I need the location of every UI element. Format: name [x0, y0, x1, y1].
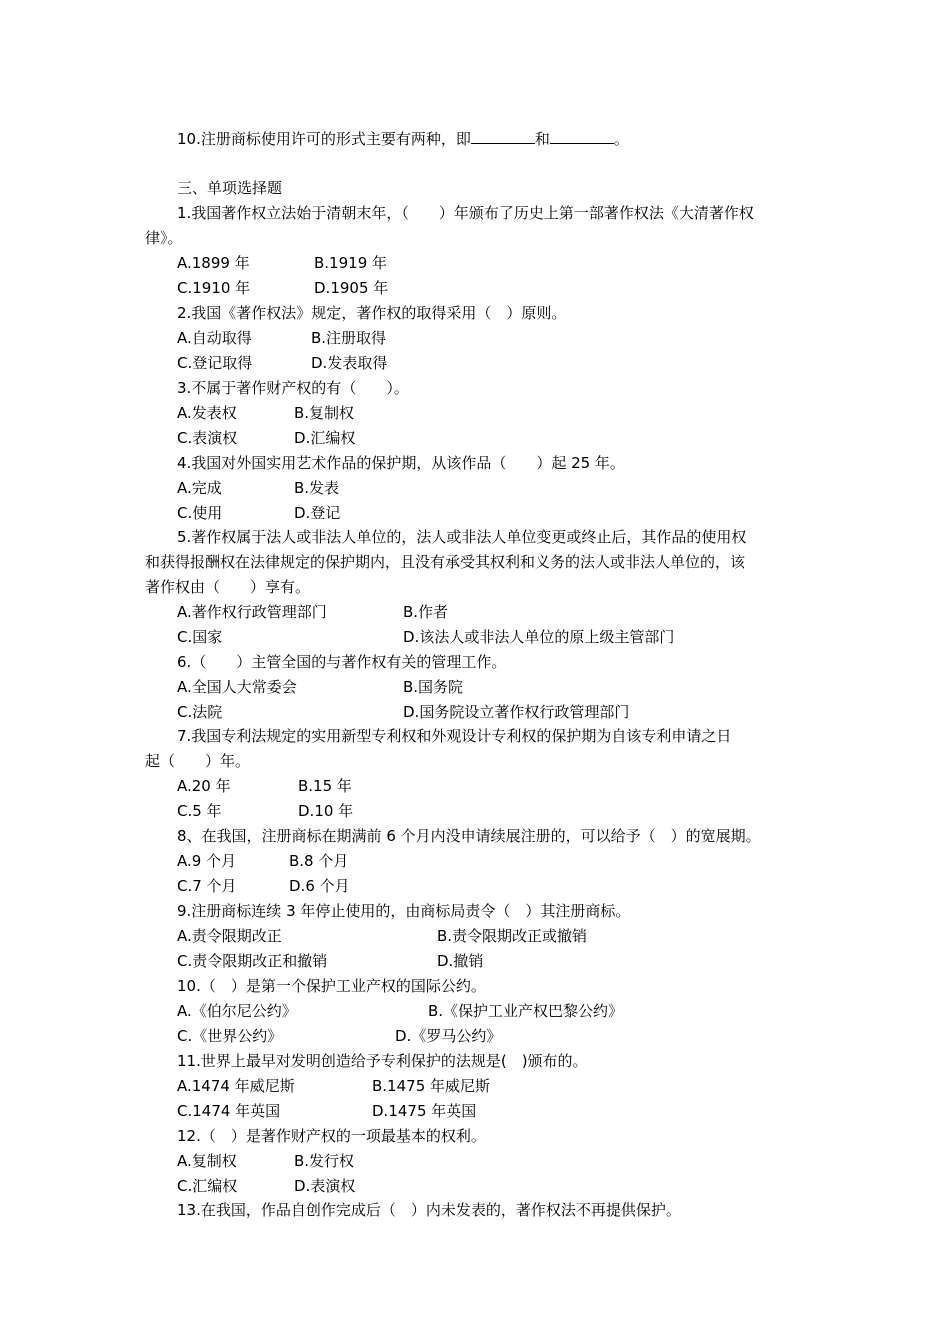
- question-5-stem-line-2: 和获得报酬权在法律规定的保护期内，且没有承受其权利和义务的法人或非法人单位的，该: [145, 553, 746, 571]
- question-1-option-c: C.1910 年: [177, 279, 251, 297]
- question-10-option-c: C.《世界公约》: [177, 1027, 283, 1045]
- fill-in-question-10-text: 10.注册商标使用许可的形式主要有两种，即: [177, 130, 471, 148]
- question-12-option-b: B.发行权: [294, 1152, 355, 1170]
- question-4-option-c: C.使用: [177, 504, 223, 522]
- question-2-stem: 2.我国《著作权法》规定，著作权的取得采用（ ）原则。: [177, 304, 567, 322]
- question-8-option-a: A.9 个月: [177, 852, 237, 870]
- question-8-option-b: B.8 个月: [289, 852, 349, 870]
- question-7-option-d: D.10 年: [298, 802, 354, 820]
- question-9-option-d: D.撤销: [437, 952, 484, 970]
- question-5-option-c: C.国家: [177, 628, 223, 646]
- question-4-option-d: D.登记: [294, 504, 341, 522]
- question-2-option-a: A.自动取得: [177, 329, 252, 347]
- question-3-option-a: A.发表权: [177, 404, 237, 422]
- question-4-stem: 4.我国对外国实用艺术作品的保护期，从该作品（ ）起 25 年。: [177, 454, 625, 472]
- question-9-stem: 9.注册商标连续 3 年停止使用的，由商标局责令（ ）其注册商标。: [177, 902, 631, 920]
- question-1-stem-line-1: 1.我国著作权立法始于清朝末年，（ ）年颁布了历史上第一部著作权法《大清著作权: [177, 204, 754, 222]
- question-12-option-d: D.表演权: [294, 1177, 356, 1195]
- question-2-option-c: C.登记取得: [177, 354, 253, 372]
- question-11-stem: 11.世界上最早对发明创造给予专利保护的法规是( )颁布的。: [177, 1052, 588, 1070]
- question-6-option-b: B.国务院: [403, 678, 464, 696]
- question-9-option-b: B.责令限期改正或撤销: [437, 927, 588, 945]
- question-13-stem: 13.在我国，作品自创作完成后（ ）内未发表的，著作权法不再提供保护。: [177, 1201, 681, 1219]
- question-1-stem-line-2: 律》。: [145, 229, 183, 247]
- question-1-option-b: B.1919 年: [314, 254, 388, 272]
- question-11-option-d: D.1475 年英国: [372, 1102, 477, 1120]
- question-5-option-d: D.该法人或非法人单位的原上级主管部门: [403, 628, 675, 646]
- answer-blank-2: [550, 128, 614, 144]
- question-3-option-d: D.汇编权: [294, 429, 356, 447]
- question-12-option-a: A.复制权: [177, 1152, 237, 1170]
- question-5-option-a: A.著作权行政管理部门: [177, 603, 327, 621]
- question-10-stem: 10.（ ）是第一个保护工业产权的国际公约。: [177, 977, 486, 995]
- question-2-option-b: B.注册取得: [311, 329, 387, 347]
- question-1-option-a: A.1899 年: [177, 254, 250, 272]
- question-10-option-a: A.《伯尔尼公约》: [177, 1002, 297, 1020]
- answer-blank-1: [471, 128, 535, 144]
- question-5-stem-line-3: 著作权由（ ）享有。: [145, 578, 311, 596]
- question-3-option-c: C.表演权: [177, 429, 238, 447]
- question-7-option-a: A.20 年: [177, 777, 231, 795]
- question-7-stem-line-2: 起（ ）年。: [145, 752, 251, 770]
- section-title: 三、单项选择题: [177, 179, 283, 197]
- question-6-option-a: A.全国人大常委会: [177, 678, 297, 696]
- question-10-option-b: B.《保护工业产权巴黎公约》: [428, 1002, 624, 1020]
- fill-in-question-10: [177, 128, 629, 149]
- fill-in-and: 和: [534, 130, 550, 148]
- question-3-stem: 3.不属于著作财产权的有（ ）。: [177, 379, 409, 397]
- question-2-option-d: D.发表取得: [311, 354, 388, 372]
- question-9-option-a: A.责令限期改正: [177, 927, 282, 945]
- question-4-option-a: A.完成: [177, 479, 222, 497]
- question-12-option-c: C.汇编权: [177, 1177, 238, 1195]
- question-6-option-c: C.法院: [177, 703, 223, 721]
- question-6-stem: 6.（ ）主管全国的与著作权有关的管理工作。: [177, 653, 507, 671]
- question-6-option-d: D.国务院设立著作权行政管理部门: [403, 703, 630, 721]
- question-7-option-c: C.5 年: [177, 802, 222, 820]
- fill-in-end: 。: [613, 130, 629, 148]
- question-1-option-d: D.1905 年: [314, 279, 389, 297]
- question-11-option-a: A.1474 年威尼斯: [177, 1077, 295, 1095]
- question-12-stem: 12.（ ）是著作财产权的一项最基本的权利。: [177, 1127, 486, 1145]
- question-11-option-b: B.1475 年威尼斯: [372, 1077, 491, 1095]
- question-5-option-b: B.作者: [403, 603, 449, 621]
- question-5-stem-line-1: 5.著作权属于法人或非法人单位的，法人或非法人单位变更或终止后，其作品的使用权: [177, 528, 747, 546]
- question-8-option-d: D.6 个月: [289, 877, 350, 895]
- question-3-option-b: B.复制权: [294, 404, 355, 422]
- question-4-option-b: B.发表: [294, 479, 340, 497]
- question-9-option-c: C.责令限期改正和撤销: [177, 952, 328, 970]
- question-7-stem-line-1: 7.我国专利法规定的实用新型专利权和外观设计专利权的保护期为自该专利申请之日: [177, 727, 732, 745]
- question-8-option-c: C.7 个月: [177, 877, 237, 895]
- question-11-option-c: C.1474 年英国: [177, 1102, 281, 1120]
- question-7-option-b: B.15 年: [298, 777, 352, 795]
- question-8-stem: 8、在我国，注册商标在期满前 6 个月内没申请续展注册的，可以给予（ ）的宽展期。: [177, 827, 761, 845]
- question-10-option-d: D.《罗马公约》: [395, 1027, 502, 1045]
